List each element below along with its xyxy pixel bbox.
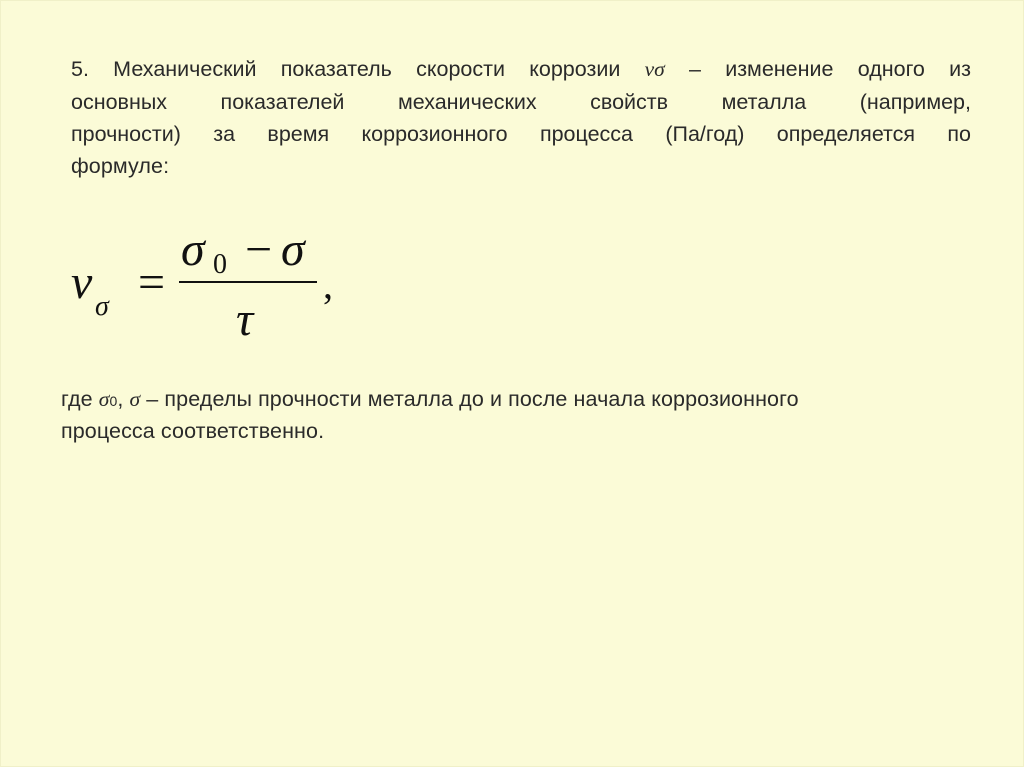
word: – bbox=[688, 57, 701, 81]
word: 5. bbox=[71, 57, 89, 81]
paragraph-line-1 bbox=[71, 53, 971, 86]
word: одного bbox=[857, 57, 925, 81]
explanation-text: – пределы прочности металла до и после начала коррозионного bbox=[140, 387, 799, 411]
word: показатель bbox=[280, 57, 392, 81]
formula bbox=[61, 211, 381, 356]
symbol-separator: , bbox=[117, 387, 130, 411]
word: коррозии bbox=[529, 57, 621, 81]
formula-denominator-tau: τ bbox=[236, 293, 254, 346]
word: основных bbox=[71, 90, 168, 114]
word: время bbox=[267, 122, 330, 146]
explanation-prefix: где bbox=[61, 387, 99, 411]
word: металла bbox=[721, 90, 807, 114]
formula-minus: − bbox=[245, 223, 273, 276]
symbol-sigma0-subscript: 0 bbox=[109, 393, 118, 409]
formula-numerator-sigma: σ bbox=[281, 223, 305, 276]
explanation-line-1 bbox=[61, 383, 799, 418]
word: определяется bbox=[776, 122, 916, 146]
explanation-line-2: процесса соответственно. bbox=[61, 419, 325, 443]
word: по bbox=[947, 122, 972, 146]
word: коррозионного bbox=[361, 122, 508, 146]
word: изменение bbox=[725, 57, 834, 81]
word: механических bbox=[397, 90, 537, 114]
symbol-sigma0: σ bbox=[98, 387, 110, 411]
symbol-v-sigma: vσ bbox=[644, 57, 665, 81]
paragraph-line-2 bbox=[71, 86, 971, 119]
formula-numerator-sigma0: σ bbox=[181, 223, 205, 276]
word: скорости bbox=[416, 57, 505, 81]
word: из bbox=[949, 57, 971, 81]
word: за bbox=[213, 122, 236, 146]
word: прочности) bbox=[71, 122, 181, 146]
formula-equals: = bbox=[138, 256, 166, 309]
word: Механический bbox=[113, 57, 257, 81]
fraction-bar bbox=[179, 281, 317, 283]
word: свойств bbox=[590, 90, 669, 114]
paragraph-line-3 bbox=[71, 118, 971, 151]
word: показателей bbox=[220, 90, 345, 114]
formula-numerator-subscript: 0 bbox=[213, 249, 227, 280]
word: (Па/год) bbox=[665, 122, 745, 146]
formula-comma: , bbox=[323, 262, 333, 307]
formula-lhs: v bbox=[71, 256, 93, 309]
word: (например, bbox=[859, 90, 971, 114]
formula-lhs-subscript: σ bbox=[95, 291, 109, 322]
word: процесса bbox=[539, 122, 633, 146]
symbol-sigma: σ bbox=[129, 387, 141, 411]
paragraph-line-4: формуле: bbox=[71, 154, 170, 178]
